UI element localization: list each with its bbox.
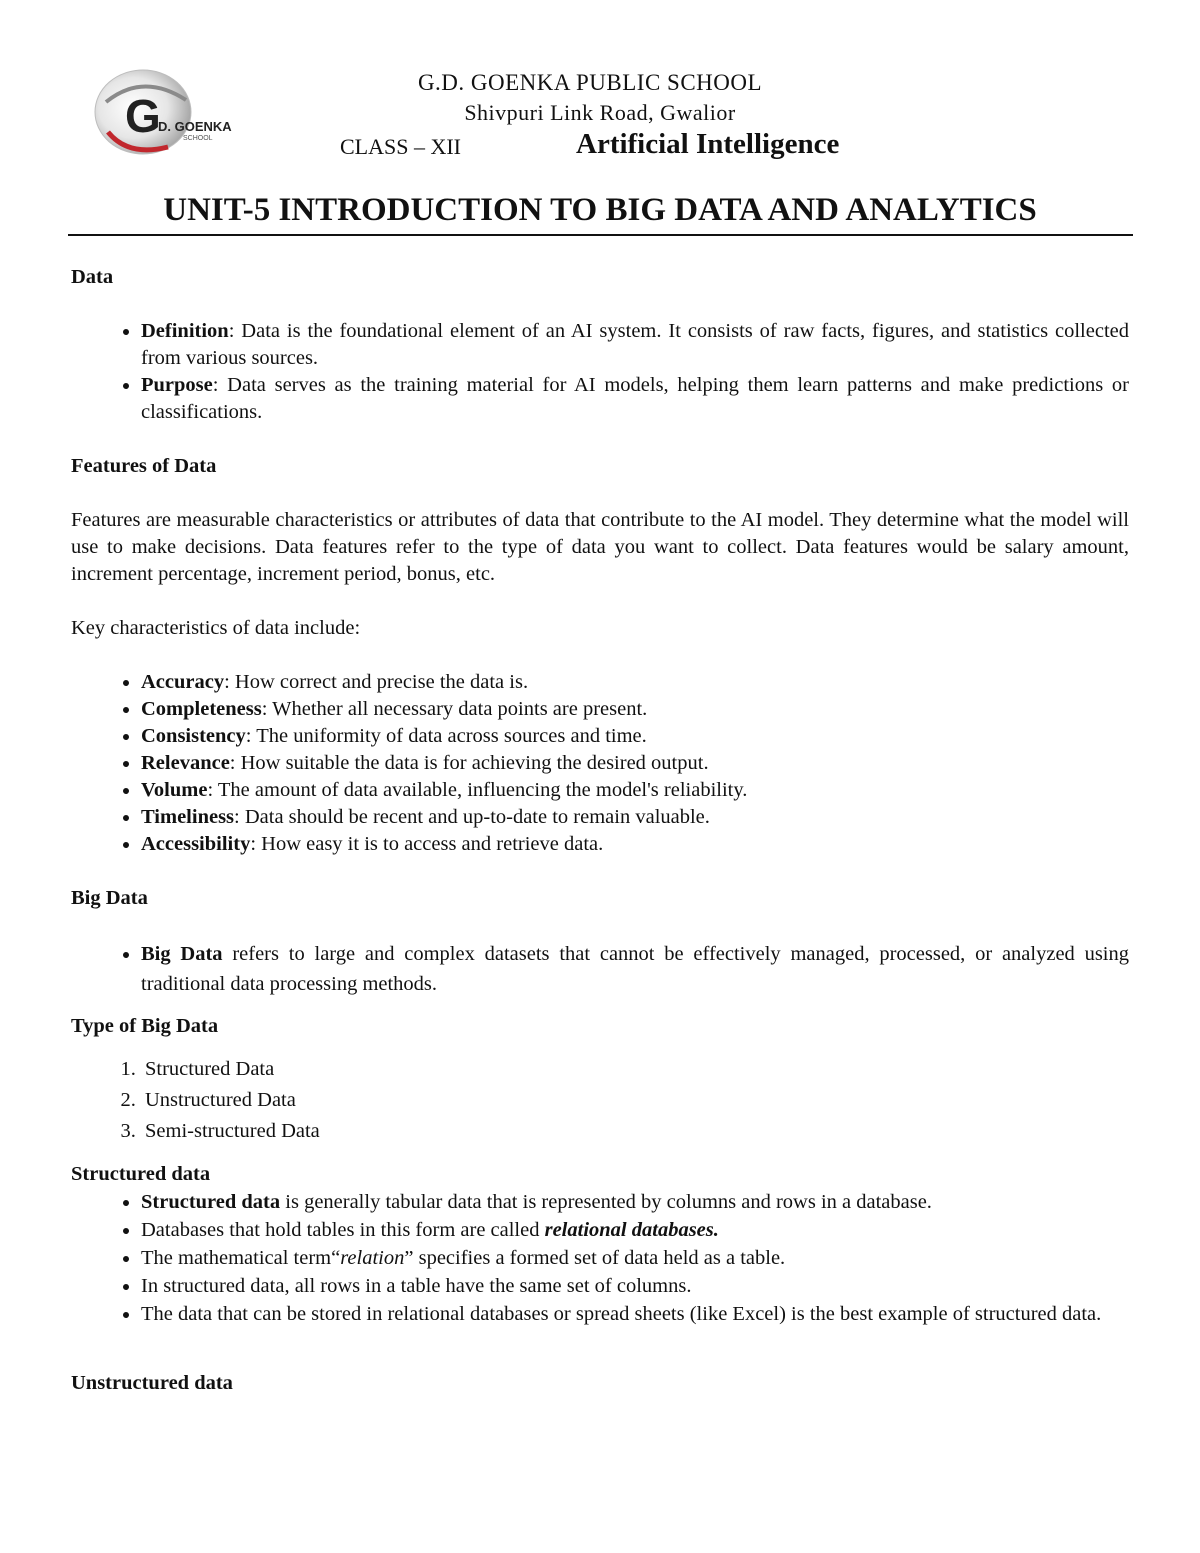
list-item: • Definition: Data is the foundational element of an AI system. It consists of raw facts, figures, and statistics collected from various sources. — [141, 318, 1129, 372]
big-data-list — [71, 939, 1129, 999]
title-divider — [68, 234, 1133, 236]
section-heading-structured: Structured data — [71, 1163, 211, 1185]
list-item: • Purpose: Data serves as the training material for AI models, helping them learn patterns and make predictions or classifications. — [141, 372, 1129, 426]
data-list — [71, 318, 1129, 426]
list-item: • In structured data, all rows in a table have the same set of columns. — [141, 1272, 1129, 1300]
list-item: • Consistency: The uniformity of data across sources and time. — [141, 723, 1129, 750]
list-item: • Volume: The amount of data available, influencing the model's reliability. — [141, 777, 1129, 804]
unit-title: UNIT-5 INTRODUCTION TO BIG DATA AND ANALYTICS — [163, 192, 1037, 228]
svg-text:G: G — [125, 90, 161, 142]
list-item: 1. Structured Data — [141, 1054, 1129, 1085]
subject-title: Artificial Intelligence — [576, 128, 840, 160]
list-item: • Structured data is generally tabular data that is represented by columns and rows in a database. — [141, 1188, 1129, 1216]
list-item: • Databases that hold tables in this form are called relational databases. — [141, 1216, 1129, 1244]
list-item: • Accessibility: How easy it is to access and retrieve data. — [141, 831, 1129, 858]
school-address: Shivpuri Link Road, Gwalior — [464, 100, 736, 125]
list-item: • Timeliness: Data should be recent and up-to-date to remain valuable. — [141, 804, 1129, 831]
structured-list — [71, 1188, 1129, 1328]
school-name: G.D. GOENKA PUBLIC SCHOOL — [417, 70, 763, 95]
list-item: 2. Unstructured Data — [141, 1085, 1129, 1116]
section-heading-data: Data — [71, 266, 114, 288]
list-item: • Relevance: How suitable the data is for achieving the desired output. — [141, 750, 1129, 777]
section-heading-types: Type of Big Data — [71, 1015, 219, 1037]
svg-text:SCHOOL: SCHOOL — [183, 135, 213, 142]
document-body — [71, 264, 1129, 1397]
section-heading-big-data: Big Data — [71, 887, 148, 909]
list-item: • Completeness: Whether all necessary data points are present. — [141, 696, 1129, 723]
class-label: CLASS – XII — [340, 134, 462, 159]
list-item: • The data that can be stored in relational databases or spread sheets (like Excel) is the best example of structured data. — [141, 1300, 1129, 1328]
key-characteristics-intro: Key characteristics of data include: — [71, 617, 361, 639]
svg-text:D. GOENKA: D. GOENKA — [158, 119, 232, 134]
list-item: • The mathematical term“relation” specifies a formed set of data held as a table. — [141, 1244, 1129, 1272]
list-item: • Accuracy: How correct and precise the data is. — [141, 669, 1129, 696]
characteristics-list — [71, 669, 1129, 858]
section-heading-unstructured: Unstructured data — [71, 1372, 233, 1394]
list-item: • Big Data refers to large and complex datasets that cannot be effectively managed, processed, or analyzed using traditional data processing methods. — [141, 939, 1129, 999]
list-item: 3. Semi-structured Data — [141, 1116, 1129, 1147]
section-heading-features: Features of Data — [71, 455, 217, 477]
types-list — [71, 1054, 1129, 1147]
features-paragraph: Features are measurable characteristics or attributes of data that contribute to the AI model. They determine what the model will use to make decisions. Data features refer to the type of data you want to collect. Data features would be salary amount, increment percentage, increment period, bonus, etc. — [71, 509, 1129, 585]
